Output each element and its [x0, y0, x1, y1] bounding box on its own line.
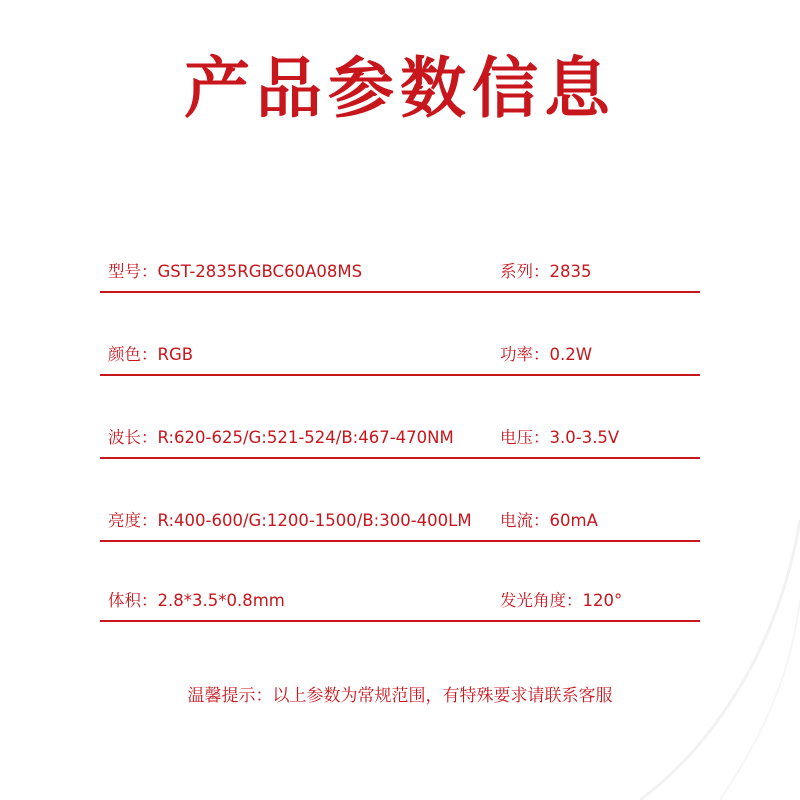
spec-label: 亮度 [108, 511, 141, 530]
spec-row [100, 590, 700, 622]
spec-label: 型号 [108, 262, 141, 281]
spec-separator: ： [566, 591, 583, 610]
spec-value: 120° [582, 591, 623, 610]
spec-value: GST-2835RGBC60A08MS [157, 262, 363, 281]
spec-value: 2.8*3.5*0.8mm [157, 591, 285, 610]
spec-label: 电压 [500, 428, 533, 447]
spec-label: 发光角度 [500, 591, 566, 610]
spec-current [500, 510, 598, 532]
spec-separator: ： [141, 262, 158, 281]
spec-row [100, 510, 700, 542]
spec-value: 0.2W [549, 345, 593, 364]
spec-separator: ： [141, 511, 158, 530]
spec-label: 电流 [500, 511, 533, 530]
spec-voltage [500, 427, 619, 449]
spec-brightness [108, 510, 472, 532]
spec-color [108, 344, 193, 366]
spec-power [500, 344, 592, 366]
spec-label: 系列 [500, 262, 533, 281]
spec-model [108, 261, 362, 283]
spec-separator: ： [533, 262, 550, 281]
spec-size [108, 590, 285, 612]
spec-label: 功率 [500, 345, 533, 364]
notice-text: 温馨提示：以上参数为常规范围，有特殊要求请联系客服 [187, 686, 613, 706]
spec-separator: ： [141, 591, 158, 610]
spec-row [100, 427, 700, 459]
spec-separator: ： [141, 428, 158, 447]
spec-label: 体积 [108, 591, 141, 610]
spec-separator: ： [533, 511, 550, 530]
spec-separator: ： [141, 345, 158, 364]
spec-wavelength [108, 427, 454, 449]
spec-label: 颜色 [108, 345, 141, 364]
spec-separator: ： [533, 345, 550, 364]
spec-series [500, 261, 592, 283]
spec-row [100, 261, 700, 293]
spec-value: R:620-625/G:521-524/B:467-470NM [157, 428, 454, 447]
spec-value: 60mA [549, 511, 598, 530]
spec-beam-angle [500, 590, 622, 612]
spec-value: RGB [157, 345, 194, 364]
spec-separator: ： [533, 428, 550, 447]
spec-value: R:400-600/G:1200-1500/B:300-400LM [157, 511, 472, 530]
spec-value: 3.0-3.5V [549, 428, 620, 447]
spec-value: 2835 [549, 262, 592, 281]
spec-row [100, 344, 700, 376]
spec-label: 波长 [108, 428, 141, 447]
page-title: 产品参数信息 [184, 50, 616, 127]
